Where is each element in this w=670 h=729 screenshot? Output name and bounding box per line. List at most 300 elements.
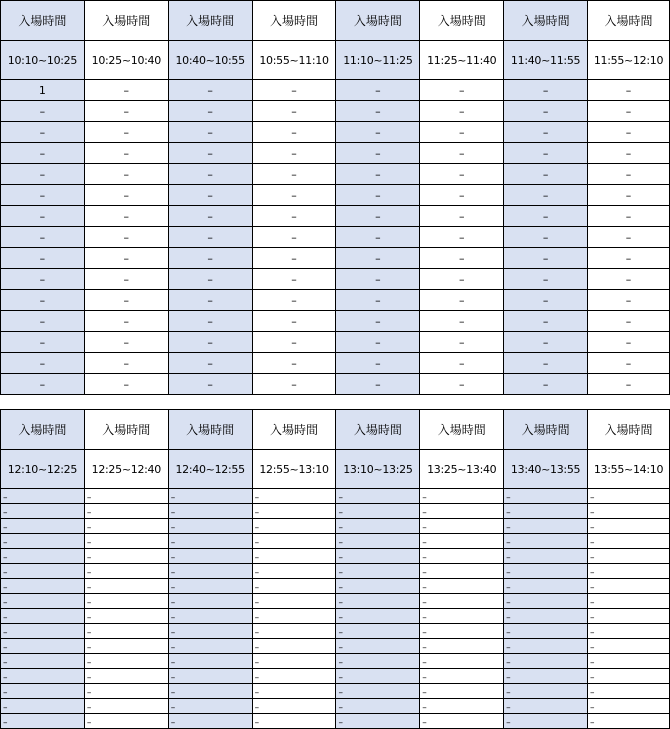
table-cell: – <box>336 579 420 594</box>
time-slot-cell: 12:40~12:55 <box>168 450 252 489</box>
table-cell: – <box>336 206 420 227</box>
table-cell: – <box>588 206 670 227</box>
table-cell: – <box>1 699 85 714</box>
table-row <box>1 374 670 395</box>
time-slot-cell: 12:55~13:10 <box>252 450 336 489</box>
table-row <box>1 80 670 101</box>
entry-time-header: 入場時間 <box>84 1 168 41</box>
table-cell: – <box>84 669 168 684</box>
table-cell: – <box>84 534 168 549</box>
table-cell: – <box>1 624 85 639</box>
entry-time-header: 入場時間 <box>336 1 420 41</box>
table-cell: – <box>588 80 670 101</box>
table-cell: – <box>504 639 588 654</box>
table-row <box>1 624 670 639</box>
table-row <box>1 579 670 594</box>
time-slot-cell: 10:25~10:40 <box>84 41 168 80</box>
table-cell: – <box>252 714 336 729</box>
table-cell: – <box>588 374 670 395</box>
table-cell: – <box>504 714 588 729</box>
table-cell: – <box>252 579 336 594</box>
table-cell: – <box>504 290 588 311</box>
table-cell: – <box>588 101 670 122</box>
table-cell: – <box>504 624 588 639</box>
table-cell: – <box>252 122 336 143</box>
table-cell: – <box>420 519 504 534</box>
table-row <box>1 101 670 122</box>
table-cell: – <box>168 639 252 654</box>
table-cell: – <box>420 290 504 311</box>
table-row <box>1 549 670 564</box>
table-cell: – <box>84 248 168 269</box>
table-cell: – <box>420 699 504 714</box>
table-cell: – <box>504 654 588 669</box>
time-slot-cell: 11:10~11:25 <box>336 41 420 80</box>
table-cell: – <box>504 353 588 374</box>
table-cell: – <box>336 227 420 248</box>
table-cell: – <box>168 699 252 714</box>
table-cell: – <box>84 609 168 624</box>
table-cell: – <box>588 654 670 669</box>
entry-time-header: 入場時間 <box>252 1 336 41</box>
table-cell: – <box>168 206 252 227</box>
time-slot-cell: 11:40~11:55 <box>504 41 588 80</box>
table-cell: – <box>588 594 670 609</box>
table-cell: – <box>420 534 504 549</box>
table-row <box>1 669 670 684</box>
table-cell: – <box>336 684 420 699</box>
table-row <box>1 164 670 185</box>
table-cell: – <box>504 519 588 534</box>
table-cell: – <box>336 699 420 714</box>
table-cell: – <box>504 143 588 164</box>
table-cell: – <box>336 669 420 684</box>
table-cell: – <box>168 504 252 519</box>
table-cell: – <box>336 639 420 654</box>
table-cell: – <box>504 269 588 290</box>
table-cell: – <box>588 332 670 353</box>
table-cell: – <box>588 549 670 564</box>
table-cell: – <box>588 684 670 699</box>
table-cell: – <box>588 534 670 549</box>
entry-time-header: 入場時間 <box>1 410 85 450</box>
table-cell: – <box>252 185 336 206</box>
table-cell: – <box>1 185 85 206</box>
table-cell: – <box>504 248 588 269</box>
table-cell: – <box>168 684 252 699</box>
table-cell: – <box>168 269 252 290</box>
entry-time-header: 入場時間 <box>420 410 504 450</box>
table-cell: – <box>336 534 420 549</box>
table-cell: – <box>252 206 336 227</box>
table-cell: – <box>588 504 670 519</box>
table-cell: – <box>168 332 252 353</box>
table-cell: – <box>252 639 336 654</box>
table-cell: – <box>252 519 336 534</box>
table-cell: – <box>84 504 168 519</box>
table-cell: – <box>504 164 588 185</box>
table-cell: – <box>168 594 252 609</box>
table-cell: – <box>252 143 336 164</box>
table-cell: – <box>252 374 336 395</box>
table-cell: – <box>504 80 588 101</box>
table-cell: – <box>420 609 504 624</box>
table-cell: – <box>168 164 252 185</box>
table-cell: – <box>336 143 420 164</box>
table-cell: – <box>84 143 168 164</box>
table-cell: – <box>84 639 168 654</box>
table-cell: – <box>168 549 252 564</box>
table-cell: – <box>420 624 504 639</box>
table-row <box>1 143 670 164</box>
table-cell: – <box>588 269 670 290</box>
table-cell: – <box>504 122 588 143</box>
entry-time-header: 入場時間 <box>168 1 252 41</box>
table-row <box>1 654 670 669</box>
table-cell: – <box>504 489 588 504</box>
table-cell: – <box>588 122 670 143</box>
table-cell: – <box>252 654 336 669</box>
table-cell: – <box>168 564 252 579</box>
table-cell: – <box>168 185 252 206</box>
table-cell: – <box>252 504 336 519</box>
table-cell: – <box>168 374 252 395</box>
table-cell: – <box>504 669 588 684</box>
table-row <box>1 594 670 609</box>
table-cell: – <box>588 248 670 269</box>
table-row <box>1 185 670 206</box>
table-cell: – <box>336 80 420 101</box>
table-cell: – <box>420 164 504 185</box>
table-cell: – <box>84 374 168 395</box>
table-cell: – <box>84 654 168 669</box>
table-cell: – <box>420 654 504 669</box>
time-slot-cell: 12:10~12:25 <box>1 450 85 489</box>
table-cell: – <box>252 311 336 332</box>
table-cell: – <box>504 609 588 624</box>
entry-time-header: 入場時間 <box>504 1 588 41</box>
table-cell: – <box>504 594 588 609</box>
table-cell: – <box>504 549 588 564</box>
table-cell: – <box>420 669 504 684</box>
table-cell: – <box>504 332 588 353</box>
table-cell: – <box>1 311 85 332</box>
table-cell: – <box>336 290 420 311</box>
table-cell: – <box>336 654 420 669</box>
table-cell: – <box>84 164 168 185</box>
table-cell: – <box>504 564 588 579</box>
time-slot-cell: 13:55~14:10 <box>588 450 670 489</box>
table-cell: – <box>252 101 336 122</box>
entry-time-header: 入場時間 <box>588 410 670 450</box>
table-cell: – <box>84 564 168 579</box>
table-cell: – <box>420 143 504 164</box>
table-cell: – <box>336 164 420 185</box>
table-cell: – <box>336 594 420 609</box>
table-cell: – <box>1 579 85 594</box>
table-row <box>1 714 670 729</box>
table-cell: – <box>420 206 504 227</box>
table-cell: – <box>1 374 85 395</box>
table-row <box>1 227 670 248</box>
table-cell: – <box>420 504 504 519</box>
table-cell: – <box>168 654 252 669</box>
table-row <box>1 269 670 290</box>
table-cell: – <box>168 579 252 594</box>
table-cell: – <box>84 227 168 248</box>
table-cell: – <box>588 227 670 248</box>
table-row <box>1 534 670 549</box>
table-cell: – <box>252 699 336 714</box>
table-cell: – <box>168 80 252 101</box>
table-cell: – <box>84 684 168 699</box>
table-cell: – <box>588 290 670 311</box>
table-cell: – <box>84 80 168 101</box>
table-cell: – <box>168 353 252 374</box>
table-cell: – <box>420 185 504 206</box>
entry-time-header: 入場時間 <box>252 410 336 450</box>
table-cell: – <box>336 489 420 504</box>
table-cell: – <box>588 519 670 534</box>
table-row <box>1 248 670 269</box>
table-cell: – <box>336 519 420 534</box>
table-cell: – <box>504 504 588 519</box>
table-cell: – <box>588 714 670 729</box>
entry-time-header: 入場時間 <box>420 1 504 41</box>
table-cell: – <box>504 534 588 549</box>
table-cell: – <box>1 684 85 699</box>
table-cell: – <box>1 122 85 143</box>
table-row <box>1 332 670 353</box>
table-cell: – <box>504 311 588 332</box>
table-cell: – <box>336 564 420 579</box>
header-row <box>1 410 670 450</box>
table-cell: – <box>336 122 420 143</box>
table-cell: – <box>252 164 336 185</box>
table-cell: – <box>504 699 588 714</box>
table-cell: – <box>336 714 420 729</box>
table-cell: – <box>588 164 670 185</box>
table-cell: – <box>252 549 336 564</box>
time-slot-row <box>1 450 670 489</box>
table-cell: – <box>252 227 336 248</box>
table-cell: – <box>420 311 504 332</box>
table-cell: – <box>336 101 420 122</box>
table-cell: – <box>1 504 85 519</box>
table-body-morning <box>1 1 670 395</box>
table-cell: – <box>84 290 168 311</box>
table-cell: – <box>252 624 336 639</box>
table-cell: – <box>168 143 252 164</box>
table-cell: – <box>252 609 336 624</box>
table-cell: – <box>420 594 504 609</box>
table-cell: – <box>168 624 252 639</box>
table-body-afternoon <box>1 410 670 729</box>
table-cell: – <box>336 185 420 206</box>
table-cell: – <box>168 609 252 624</box>
table-cell: – <box>504 185 588 206</box>
table-cell: – <box>336 269 420 290</box>
table-row <box>1 290 670 311</box>
table-cell: – <box>1 290 85 311</box>
table-cell: – <box>1 269 85 290</box>
table-cell: – <box>1 564 85 579</box>
header-row <box>1 1 670 41</box>
table-cell: – <box>420 684 504 699</box>
table-cell: – <box>84 311 168 332</box>
table-cell: – <box>84 269 168 290</box>
table-cell: – <box>420 353 504 374</box>
table-row <box>1 684 670 699</box>
time-slot-cell: 10:10~10:25 <box>1 41 85 80</box>
table-row <box>1 489 670 504</box>
table-row <box>1 519 670 534</box>
table-cell: – <box>168 714 252 729</box>
table-cell: – <box>252 669 336 684</box>
table-cell: – <box>504 101 588 122</box>
table-row <box>1 609 670 624</box>
table-cell: – <box>336 248 420 269</box>
entry-time-header: 入場時間 <box>504 410 588 450</box>
entry-time-header: 入場時間 <box>84 410 168 450</box>
table-cell: – <box>1 654 85 669</box>
table-cell: – <box>336 609 420 624</box>
table-cell: – <box>504 227 588 248</box>
time-slot-cell: 10:40~10:55 <box>168 41 252 80</box>
table-cell: – <box>1 639 85 654</box>
table-cell: – <box>1 227 85 248</box>
table-cell: – <box>1 101 85 122</box>
table-cell: – <box>504 374 588 395</box>
table-cell: – <box>252 80 336 101</box>
table-cell: – <box>1 353 85 374</box>
table-cell: – <box>504 579 588 594</box>
table-cell: – <box>1 609 85 624</box>
table-cell: – <box>420 80 504 101</box>
table-cell: – <box>588 353 670 374</box>
table-cell: – <box>420 248 504 269</box>
time-slot-cell: 11:25~11:40 <box>420 41 504 80</box>
table-cell: – <box>420 227 504 248</box>
time-slot-cell: 13:40~13:55 <box>504 450 588 489</box>
table-cell: – <box>336 311 420 332</box>
time-slot-cell: 13:25~13:40 <box>420 450 504 489</box>
table-cell: – <box>588 579 670 594</box>
table-cell: – <box>420 639 504 654</box>
table-cell: – <box>588 669 670 684</box>
table-cell: – <box>588 489 670 504</box>
table-cell: – <box>588 639 670 654</box>
table-row <box>1 639 670 654</box>
table-cell: – <box>84 594 168 609</box>
table-cell: – <box>420 101 504 122</box>
table-row <box>1 699 670 714</box>
table-cell: – <box>84 519 168 534</box>
entry-time-header: 入場時間 <box>168 410 252 450</box>
table-cell: – <box>84 489 168 504</box>
table-cell: – <box>168 534 252 549</box>
table-cell: – <box>588 311 670 332</box>
time-slot-cell: 10:55~11:10 <box>252 41 336 80</box>
table-cell: – <box>84 353 168 374</box>
table-row <box>1 122 670 143</box>
table-cell: – <box>420 564 504 579</box>
time-slot-row <box>1 41 670 80</box>
table-cell: – <box>1 164 85 185</box>
table-cell: – <box>336 549 420 564</box>
table-cell: – <box>420 714 504 729</box>
table-cell: – <box>168 669 252 684</box>
table-cell: – <box>1 248 85 269</box>
table-cell: – <box>168 489 252 504</box>
table-cell: – <box>504 206 588 227</box>
table-cell: – <box>588 624 670 639</box>
table-cell: – <box>588 185 670 206</box>
table-cell: – <box>588 699 670 714</box>
table-cell: – <box>84 549 168 564</box>
table-cell: – <box>84 185 168 206</box>
entry-time-header: 入場時間 <box>588 1 670 41</box>
table-cell: – <box>1 549 85 564</box>
table-cell: – <box>336 332 420 353</box>
table-cell: – <box>336 353 420 374</box>
table-cell: – <box>252 564 336 579</box>
table-cell: 1 <box>1 80 85 101</box>
table-cell: – <box>84 579 168 594</box>
table-cell: – <box>420 579 504 594</box>
time-slot-cell: 12:25~12:40 <box>84 450 168 489</box>
table-cell: – <box>1 489 85 504</box>
table-cell: – <box>168 101 252 122</box>
table-row <box>1 311 670 332</box>
table-cell: – <box>252 684 336 699</box>
table-cell: – <box>252 534 336 549</box>
table-cell: – <box>1 594 85 609</box>
entry-time-header: 入場時間 <box>1 1 85 41</box>
table-cell: – <box>1 332 85 353</box>
table-cell: – <box>168 122 252 143</box>
table-cell: – <box>1 714 85 729</box>
table-cell: – <box>336 374 420 395</box>
time-slot-cell: 13:10~13:25 <box>336 450 420 489</box>
table-cell: – <box>84 332 168 353</box>
table-row <box>1 504 670 519</box>
table-cell: – <box>84 624 168 639</box>
table-cell: – <box>420 122 504 143</box>
table-cell: – <box>336 504 420 519</box>
table-cell: – <box>252 594 336 609</box>
table-cell: – <box>252 290 336 311</box>
table-cell: – <box>420 489 504 504</box>
table-cell: – <box>168 227 252 248</box>
table-cell: – <box>336 624 420 639</box>
table-row <box>1 353 670 374</box>
table-cell: – <box>252 269 336 290</box>
table-cell: – <box>252 248 336 269</box>
table-row <box>1 564 670 579</box>
table-cell: – <box>1 143 85 164</box>
table-cell: – <box>252 489 336 504</box>
table-cell: – <box>84 122 168 143</box>
table-cell: – <box>504 684 588 699</box>
table-row <box>1 206 670 227</box>
table-cell: – <box>1 534 85 549</box>
table-cell: – <box>84 101 168 122</box>
table-cell: – <box>168 311 252 332</box>
table-cell: – <box>420 374 504 395</box>
table-cell: – <box>84 699 168 714</box>
table-cell: – <box>168 248 252 269</box>
